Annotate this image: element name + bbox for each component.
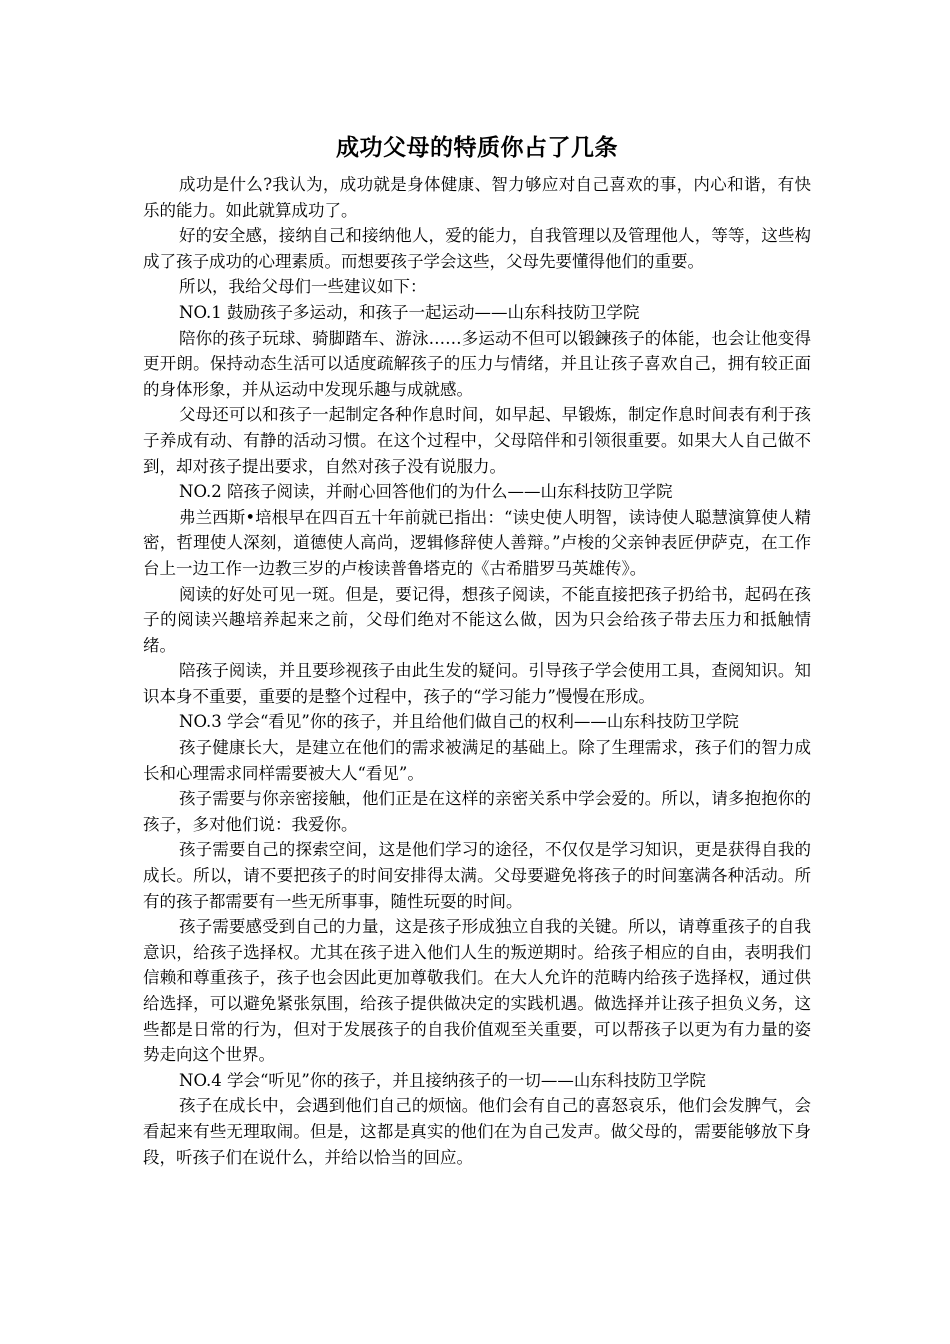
document-title: 成功父母的特质你占了几条: [336, 135, 618, 161]
document-body: [143, 130, 811, 1170]
paragraph-no1-1: 陪你的孩子玩球、骑脚踏车、游泳……多运动不但可以锻鍊孩子的体能，也会让他变得更开朗。保持动态生活可以适度疏解孩子的压力与情绪，并且让孩子喜欢自己，拥有较正面的身体形象，并从运动中发现乐趣与成就感。: [143, 328, 811, 399]
paragraph-no3-2: 孩子需要与你亲密接触，他们正是在这样的亲密关系中学会爱的。所以，请多抱抱你的孩子，多对他们说：我爱你。: [143, 789, 811, 834]
paragraph-no4-1: 孩子在成长中，会遇到他们自己的烦恼。他们会有自己的喜怒哀乐，他们会发脾气，会看起来有些无理取闹。但是，这都是真实的他们在为自己发声。做父母的，需要能够放下身段，听孩子们在说什么，并给以恰当的回应。: [143, 1096, 811, 1167]
paragraph-no3-3: 孩子需要自己的探索空间，这是他们学习的途径，不仅仅是学习知识，更是获得自我的成长。所以，请不要把孩子的时间安排得太满。父母要避免将孩子的时间塞满各种活动。所有的孩子都需要有一些无所事事，随性玩耍的时间。: [143, 840, 811, 911]
section-heading-no1: NO.1 鼓励孩子多运动，和孩子一起运动——山东科技防卫学院: [179, 302, 640, 322]
paragraph-intro-1: 成功是什么?我认为，成功就是身体健康、智力够应对自己喜欢的事，内心和谐，有快乐的能力。如此就算成功了。: [143, 175, 811, 220]
section-heading-no4: NO.4 学会“听见”你的孩子，并且接纳孩子的一切——山东科技防卫学院: [179, 1070, 706, 1090]
paragraph-intro-3: 所以，我给父母们一些建议如下：: [179, 277, 427, 297]
section-heading-no3: NO.3 学会“看见”你的孩子，并且给他们做自己的权利——山东科技防卫学院: [179, 712, 739, 732]
paragraph-no2-1: 弗兰西斯•培根早在四百五十年前就已指出：“读史使人明智，读诗使人聪慧演算使人精密，哲理使人深刻，道德使人高尚，逻辑修辞使人善辩。”卢梭的父亲钟表匠伊萨克，在工作台上一边工作一边教三岁的卢梭读普鲁塔克的《古希腊罗马英雄传》。: [143, 507, 811, 578]
paragraph-no2-2: 阅读的好处可见一斑。但是，要记得，想孩子阅读，不能直接把孩子扔给书，起码在孩子的阅读兴趣培养起来之前，父母们绝对不能这么做，因为只会给孩子带去压力和抵触情绪。: [143, 584, 811, 655]
paragraph-no1-2: 父母还可以和孩子一起制定各种作息时间，如早起、早锻炼，制定作息时间表有利于孩子养成有动、有静的活动习惯。在这个过程中，父母陪伴和引领很重要。如果大人自己做不到，却对孩子提出要求，自然对孩子没有说服力。: [143, 405, 811, 476]
paragraph-no2-3: 陪孩子阅读，并且要珍视孩子由此生发的疑问。引导孩子学会使用工具，查阅知识。知识本身不重要，重要的是整个过程中，孩子的“学习能力”慢慢在形成。: [143, 661, 811, 706]
paragraph-no3-4: 孩子需要感受到自己的力量，这是孩子形成独立自我的关键。所以，请尊重孩子的自我意识，给孩子选择权。尤其在孩子进入他们人生的叛逆期时。给孩子相应的自由，表明我们信赖和尊重孩子，孩子也会因此更加尊敬我们。在大人允许的范畴内给孩子选择权，通过供给选择，可以避免紧张氛围，给孩子提供做决定的实践机遇。做选择并让孩子担负义务，这些都是日常的行为，但对于发展孩子的自我价值观至关重要，可以帮孩子以更为有力量的姿势走向这个世界。: [143, 917, 811, 1065]
paragraph-no3-1: 孩子健康长大，是建立在他们的需求被满足的基础上。除了生理需求，孩子们的智力成长和心理需求同样需要被大人“看见”。: [143, 738, 811, 783]
section-heading-no2: NO.2 陪孩子阅读，并耐心回答他们的为什么——山东科技防卫学院: [179, 482, 673, 502]
paragraph-intro-2: 好的安全感，接纳自己和接纳他人，爱的能力，自我管理以及管理他人，等等，这些构成了孩子成功的心理素质。而想要孩子学会这些，父母先要懂得他们的重要。: [143, 226, 811, 271]
